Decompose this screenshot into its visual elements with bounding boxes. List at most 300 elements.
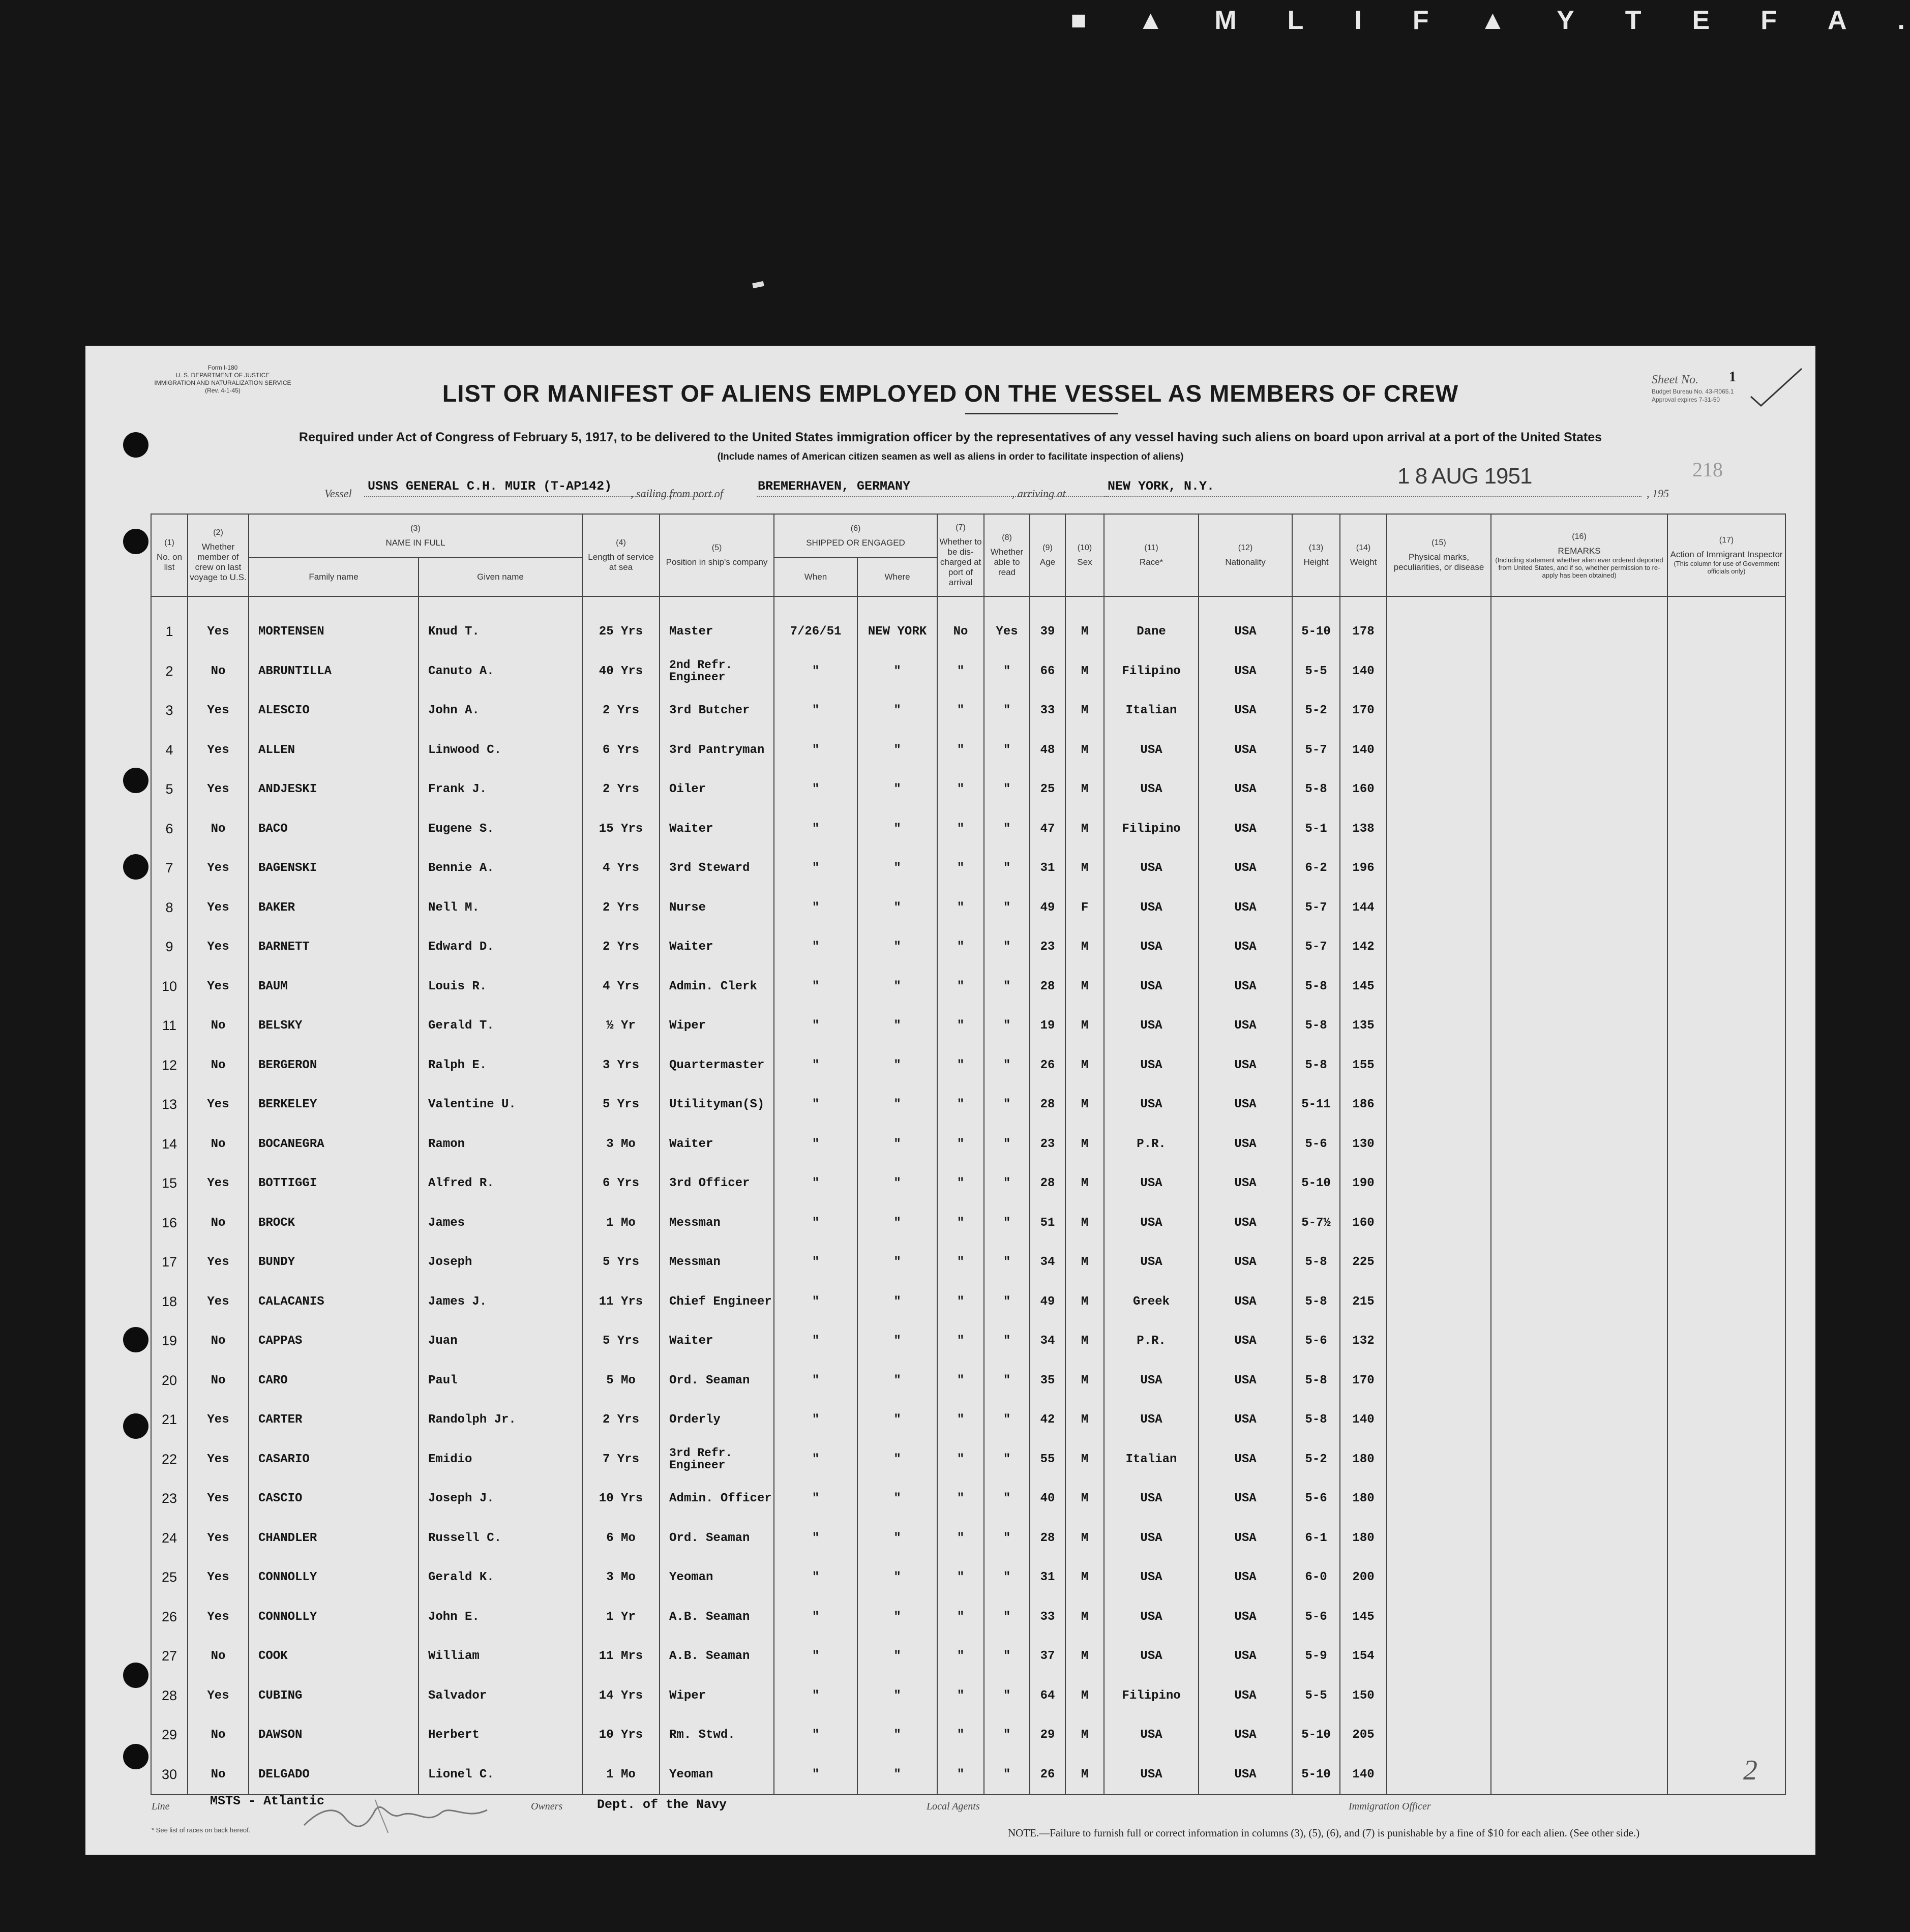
immigration-officer-label: Immigration Officer: [1349, 1801, 1431, 1812]
cell-height: 5-7: [1292, 927, 1340, 967]
cell-sex: M: [1065, 1085, 1104, 1125]
sheet-check-mark: [1748, 366, 1804, 407]
cell-family-name: BUNDY: [249, 1243, 419, 1282]
cell-length-service: 7 Yrs: [582, 1440, 660, 1480]
cell-able-read: Yes: [984, 612, 1030, 652]
cell-weight: 145: [1340, 967, 1387, 1007]
cell-able-read: ": [984, 849, 1030, 888]
title-underline: [965, 413, 1118, 414]
film-marking: ▲: [1137, 6, 1169, 35]
cell-position: Messman: [660, 1203, 774, 1243]
cell-weight: 160: [1340, 1203, 1387, 1243]
cell-age: 49: [1030, 1282, 1065, 1322]
film-marking: E: [1692, 6, 1715, 35]
cell-height: 5-5: [1292, 652, 1340, 691]
cell-length-service: 3 Yrs: [582, 1046, 660, 1085]
cell-discharged: ": [937, 1085, 984, 1125]
cell-remarks: [1491, 1321, 1667, 1361]
cell-inspector-action: [1667, 1519, 1785, 1558]
cell-last-voyage: Yes: [188, 849, 249, 888]
cell-position: 3rd Refr. Engineer: [660, 1440, 774, 1480]
cell-discharged: ": [937, 967, 984, 1007]
cell-age: 66: [1030, 652, 1065, 691]
cell-given-name: Ramon: [419, 1125, 582, 1164]
cell-weight: 155: [1340, 1046, 1387, 1085]
cell-race: USA: [1104, 927, 1199, 967]
cell-weight: 180: [1340, 1519, 1387, 1558]
cell-remarks: [1491, 652, 1667, 691]
cell-physical-marks: [1387, 849, 1491, 888]
film-edge-markings: [1025, 0, 1910, 41]
cell-family-name: CUBING: [249, 1676, 419, 1716]
cell-height: 5-2: [1292, 1440, 1340, 1480]
col-header-sex: (10) Sex: [1065, 514, 1104, 596]
cell-inspector-action: [1667, 1321, 1785, 1361]
cell-able-read: ": [984, 888, 1030, 928]
cell-last-voyage: Yes: [188, 1597, 249, 1637]
cell-weight: 145: [1340, 1597, 1387, 1637]
cell-height: 5-9: [1292, 1637, 1340, 1676]
cell-remarks: [1491, 691, 1667, 731]
cell-family-name: BERGERON: [249, 1046, 419, 1085]
cell-sex: M: [1065, 770, 1104, 809]
cell-last-voyage: No: [188, 1203, 249, 1243]
table-row: [151, 927, 1785, 967]
cell-shipped-when: ": [774, 1676, 857, 1716]
cell-position: Yeoman: [660, 1755, 774, 1795]
cell-remarks: [1491, 770, 1667, 809]
cell-race: USA: [1104, 1637, 1199, 1676]
cell-race: USA: [1104, 1085, 1199, 1125]
cell-given-name: Linwood C.: [419, 731, 582, 770]
cell-family-name: CARO: [249, 1361, 419, 1401]
cell-length-service: 5 Yrs: [582, 1321, 660, 1361]
cell-given-name: Joseph J.: [419, 1479, 582, 1519]
cell-family-name: DAWSON: [249, 1715, 419, 1755]
cell-remarks: [1491, 1676, 1667, 1716]
cell-sex: M: [1065, 1440, 1104, 1480]
cell-length-service: 15 Yrs: [582, 809, 660, 849]
cell-height: 5-6: [1292, 1597, 1340, 1637]
cell-given-name: Herbert: [419, 1715, 582, 1755]
cell-family-name: BOCANEGRA: [249, 1125, 419, 1164]
cell-age: 34: [1030, 1243, 1065, 1282]
vessel-name: USNS GENERAL C.H. MUIR (T-AP142): [368, 479, 612, 494]
cell-family-name: CARTER: [249, 1400, 419, 1440]
table-row: [151, 1361, 1785, 1401]
cell-remarks: [1491, 1597, 1667, 1637]
cell-row-number: 21: [151, 1400, 188, 1440]
cell-family-name: MORTENSEN: [249, 612, 419, 652]
cell-able-read: ": [984, 1243, 1030, 1282]
sailing-from-label: , sailing from port of: [631, 487, 723, 500]
cell-discharged: ": [937, 691, 984, 731]
cell-length-service: 3 Mo: [582, 1125, 660, 1164]
cell-position: Orderly: [660, 1400, 774, 1440]
cell-age: 33: [1030, 1597, 1065, 1637]
cell-discharged: ": [937, 809, 984, 849]
cell-sex: M: [1065, 1400, 1104, 1440]
vessel-label: Vessel: [324, 487, 352, 500]
cell-position: Ord. Seaman: [660, 1361, 774, 1401]
cell-given-name: Louis R.: [419, 967, 582, 1007]
cell-family-name: BACO: [249, 809, 419, 849]
cell-height: 5-11: [1292, 1085, 1340, 1125]
cell-family-name: ANDJESKI: [249, 770, 419, 809]
cell-given-name: William: [419, 1637, 582, 1676]
owners-value: Dept. of the Navy: [597, 1797, 727, 1812]
cell-height: 6-2: [1292, 849, 1340, 888]
cell-given-name: Eugene S.: [419, 809, 582, 849]
cell-able-read: ": [984, 1046, 1030, 1085]
table-row: [151, 652, 1785, 691]
cell-age: 40: [1030, 1479, 1065, 1519]
cell-weight: 170: [1340, 1361, 1387, 1401]
table-row: [151, 612, 1785, 652]
cell-family-name: ALESCIO: [249, 691, 419, 731]
cell-sex: M: [1065, 1282, 1104, 1322]
cell-discharged: ": [937, 731, 984, 770]
cell-last-voyage: Yes: [188, 1243, 249, 1282]
cell-shipped-where: ": [857, 691, 937, 731]
cell-discharged: ": [937, 1440, 984, 1480]
cell-shipped-when: ": [774, 731, 857, 770]
cell-last-voyage: Yes: [188, 927, 249, 967]
table-row: [151, 1440, 1785, 1480]
cell-age: 64: [1030, 1676, 1065, 1716]
cell-row-number: 25: [151, 1558, 188, 1597]
film-marking: M: [1214, 6, 1242, 35]
owners-label: Owners: [531, 1801, 563, 1812]
col-header-name: (3) NAME IN FULL: [249, 514, 582, 558]
cell-length-service: 5 Yrs: [582, 1085, 660, 1125]
cell-row-number: 22: [151, 1440, 188, 1480]
cell-age: 31: [1030, 849, 1065, 888]
table-row: [151, 1676, 1785, 1716]
cell-inspector-action: [1667, 1125, 1785, 1164]
table-row: [151, 1321, 1785, 1361]
cell-shipped-where: ": [857, 809, 937, 849]
cell-weight: 150: [1340, 1676, 1387, 1716]
cell-inspector-action: [1667, 1164, 1785, 1203]
cell-weight: 190: [1340, 1164, 1387, 1203]
cell-race: USA: [1104, 1243, 1199, 1282]
table-row: [151, 1755, 1785, 1795]
film-marking: ▲: [1479, 6, 1511, 35]
cell-physical-marks: [1387, 1558, 1491, 1597]
cell-length-service: 10 Yrs: [582, 1479, 660, 1519]
binder-hole: [123, 854, 148, 880]
cell-remarks: [1491, 1361, 1667, 1401]
cell-family-name: BARNETT: [249, 927, 419, 967]
cell-nationality: USA: [1199, 1321, 1292, 1361]
cell-shipped-when: ": [774, 1006, 857, 1046]
arriving-at-port: NEW YORK, N.Y.: [1108, 479, 1215, 494]
cell-discharged: ": [937, 1558, 984, 1597]
line-value: MSTS - Atlantic: [210, 1794, 325, 1808]
cell-inspector-action: [1667, 849, 1785, 888]
cell-height: 5-1: [1292, 809, 1340, 849]
cell-last-voyage: No: [188, 652, 249, 691]
table-row: [151, 770, 1785, 809]
table-row: [151, 1597, 1785, 1637]
cell-weight: 186: [1340, 1085, 1387, 1125]
cell-shipped-where: ": [857, 652, 937, 691]
cell-inspector-action: [1667, 809, 1785, 849]
cell-able-read: ": [984, 1085, 1030, 1125]
cell-shipped-when: ": [774, 888, 857, 928]
cell-able-read: ": [984, 1203, 1030, 1243]
table-row: [151, 888, 1785, 928]
table-row: [151, 1203, 1785, 1243]
cell-position: Admin. Officer: [660, 1479, 774, 1519]
col-header-no: (1) No. on list: [151, 514, 188, 596]
cell-physical-marks: [1387, 1440, 1491, 1480]
binder-hole: [123, 529, 148, 554]
cell-inspector-action: [1667, 1085, 1785, 1125]
cell-nationality: USA: [1199, 1479, 1292, 1519]
cell-race: USA: [1104, 1479, 1199, 1519]
cell-remarks: [1491, 967, 1667, 1007]
cell-weight: 138: [1340, 809, 1387, 849]
cell-sex: M: [1065, 731, 1104, 770]
cell-shipped-where: ": [857, 1006, 937, 1046]
cell-nationality: USA: [1199, 1203, 1292, 1243]
cell-height: 5-10: [1292, 1164, 1340, 1203]
cell-physical-marks: [1387, 652, 1491, 691]
cell-given-name: John A.: [419, 691, 582, 731]
arriving-at-label: , arriving at: [1012, 487, 1066, 500]
cell-remarks: [1491, 1637, 1667, 1676]
cell-inspector-action: [1667, 691, 1785, 731]
cell-nationality: USA: [1199, 1361, 1292, 1401]
cell-physical-marks: [1387, 1519, 1491, 1558]
handwritten-signature: [299, 1790, 492, 1835]
cell-position: Yeoman: [660, 1558, 774, 1597]
cell-age: 28: [1030, 967, 1065, 1007]
cell-discharged: ": [937, 1164, 984, 1203]
film-marking: Y: [1557, 6, 1579, 35]
cell-nationality: USA: [1199, 1637, 1292, 1676]
cell-length-service: 6 Yrs: [582, 731, 660, 770]
cell-height: 5-6: [1292, 1125, 1340, 1164]
cell-row-number: 19: [151, 1321, 188, 1361]
cell-able-read: ": [984, 1125, 1030, 1164]
col-header-when: When: [774, 558, 857, 596]
cell-sex: M: [1065, 1164, 1104, 1203]
cell-able-read: ": [984, 1400, 1030, 1440]
cell-race: USA: [1104, 1755, 1199, 1795]
cell-physical-marks: [1387, 1164, 1491, 1203]
col-header-remarks: (16) REMARKS (Including statement whether alien ever ordered deported from United States, and if so, whether permission to re-apply has been obtained): [1491, 514, 1667, 596]
cell-age: 51: [1030, 1203, 1065, 1243]
cell-physical-marks: [1387, 1597, 1491, 1637]
cell-physical-marks: [1387, 1125, 1491, 1164]
cell-sex: M: [1065, 809, 1104, 849]
cell-shipped-when: 7/26/51: [774, 612, 857, 652]
cell-sex: M: [1065, 1676, 1104, 1716]
cell-physical-marks: [1387, 612, 1491, 652]
cell-race: Filipino: [1104, 809, 1199, 849]
cell-shipped-where: ": [857, 1558, 937, 1597]
cell-length-service: 11 Mrs: [582, 1637, 660, 1676]
col-header-family-name: Family name: [249, 558, 419, 596]
corner-mark: 2: [1743, 1755, 1757, 1786]
cell-shipped-when: ": [774, 1361, 857, 1401]
cell-nationality: USA: [1199, 1558, 1292, 1597]
cell-age: 37: [1030, 1637, 1065, 1676]
film-scratch: [752, 281, 764, 288]
cell-remarks: [1491, 1203, 1667, 1243]
cell-shipped-when: ": [774, 1203, 857, 1243]
cell-inspector-action: [1667, 731, 1785, 770]
table-row: [151, 1558, 1785, 1597]
cell-shipped-when: ": [774, 967, 857, 1007]
cell-shipped-where: ": [857, 1164, 937, 1203]
cell-able-read: ": [984, 1321, 1030, 1361]
cell-shipped-where: ": [857, 1637, 937, 1676]
cell-weight: 180: [1340, 1479, 1387, 1519]
cell-shipped-when: ": [774, 1085, 857, 1125]
cell-last-voyage: Yes: [188, 1519, 249, 1558]
col-header-last-voyage: (2) Whether member of crew on last voyage to U.S.: [188, 514, 249, 596]
cell-row-number: 11: [151, 1006, 188, 1046]
cell-given-name: James J.: [419, 1282, 582, 1322]
cell-shipped-where: ": [857, 1755, 937, 1795]
cell-given-name: Emidio: [419, 1440, 582, 1480]
cell-shipped-when: ": [774, 1637, 857, 1676]
cell-length-service: 3 Mo: [582, 1558, 660, 1597]
cell-height: 5-6: [1292, 1479, 1340, 1519]
cell-discharged: ": [937, 1637, 984, 1676]
cell-position: Wiper: [660, 1006, 774, 1046]
cell-given-name: Paul: [419, 1361, 582, 1401]
cell-height: 5-8: [1292, 1006, 1340, 1046]
cell-length-service: 1 Mo: [582, 1203, 660, 1243]
cell-weight: 144: [1340, 888, 1387, 928]
cell-shipped-where: ": [857, 1676, 937, 1716]
cell-able-read: ": [984, 1164, 1030, 1203]
cell-height: 5-10: [1292, 612, 1340, 652]
cell-length-service: 1 Mo: [582, 1755, 660, 1795]
cell-physical-marks: [1387, 1046, 1491, 1085]
cell-family-name: CASCIO: [249, 1479, 419, 1519]
film-marking: F: [1412, 6, 1434, 35]
form-identifier: Form I-180 U. S. DEPARTMENT OF JUSTICE IMMIGRATION AND NATURALIZATION SERVICE (Rev. 4-1-45): [154, 364, 291, 394]
cell-sex: M: [1065, 1715, 1104, 1755]
cell-race: USA: [1104, 1558, 1199, 1597]
cell-shipped-where: ": [857, 849, 937, 888]
cell-family-name: CALACANIS: [249, 1282, 419, 1322]
form-subtitle: Required under Act of Congress of February 5, 1917, to be delivered to the United States immigration officer by the representatives of any vessel having such aliens on board upon arrival at a port of the United States: [299, 430, 1602, 444]
manifest-sheet: [85, 346, 1815, 1855]
cell-given-name: Gerald K.: [419, 1558, 582, 1597]
cell-physical-marks: [1387, 1715, 1491, 1755]
cell-position: Nurse: [660, 888, 774, 928]
cell-position: Oiler: [660, 770, 774, 809]
cell-physical-marks: [1387, 809, 1491, 849]
cell-shipped-where: ": [857, 770, 937, 809]
cell-nationality: USA: [1199, 1282, 1292, 1322]
cell-position: Admin. Clerk: [660, 967, 774, 1007]
cell-shipped-where: ": [857, 1321, 937, 1361]
cell-position: Waiter: [660, 1125, 774, 1164]
cell-shipped-when: ": [774, 1440, 857, 1480]
cell-shipped-when: ": [774, 927, 857, 967]
cell-shipped-when: ": [774, 1321, 857, 1361]
cell-family-name: BAGENSKI: [249, 849, 419, 888]
cell-length-service: 2 Yrs: [582, 691, 660, 731]
arriving-at-line: [1102, 496, 1642, 497]
cell-weight: 154: [1340, 1637, 1387, 1676]
cell-row-number: 26: [151, 1597, 188, 1637]
cell-physical-marks: [1387, 731, 1491, 770]
cell-last-voyage: No: [188, 1006, 249, 1046]
cell-sex: M: [1065, 1203, 1104, 1243]
cell-sex: M: [1065, 927, 1104, 967]
cell-able-read: ": [984, 1597, 1030, 1637]
cell-given-name: John E.: [419, 1597, 582, 1637]
cell-race: USA: [1104, 1715, 1199, 1755]
cell-discharged: ": [937, 770, 984, 809]
cell-height: 6-0: [1292, 1558, 1340, 1597]
cell-age: 49: [1030, 888, 1065, 928]
table-row: [151, 1479, 1785, 1519]
table-row: [151, 849, 1785, 888]
cell-remarks: [1491, 1243, 1667, 1282]
cell-given-name: Juan: [419, 1321, 582, 1361]
table-row: [151, 1637, 1785, 1676]
cell-discharged: ": [937, 1046, 984, 1085]
cell-last-voyage: No: [188, 809, 249, 849]
cell-family-name: BROCK: [249, 1203, 419, 1243]
cell-length-service: 4 Yrs: [582, 967, 660, 1007]
cell-row-number: 18: [151, 1282, 188, 1322]
cell-physical-marks: [1387, 1243, 1491, 1282]
col-header-physical-marks: (15) Physical marks, peculiarities, or disease: [1387, 514, 1491, 596]
cell-last-voyage: Yes: [188, 612, 249, 652]
binder-hole: [123, 1663, 148, 1688]
cell-discharged: ": [937, 1715, 984, 1755]
cell-row-number: 23: [151, 1479, 188, 1519]
cell-height: 5-7½: [1292, 1203, 1340, 1243]
cell-discharged: No: [937, 612, 984, 652]
cell-position: A.B. Seaman: [660, 1637, 774, 1676]
cell-weight: 178: [1340, 612, 1387, 652]
cell-last-voyage: No: [188, 1046, 249, 1085]
cell-shipped-when: ": [774, 1479, 857, 1519]
cell-race: USA: [1104, 1597, 1199, 1637]
cell-physical-marks: [1387, 691, 1491, 731]
cell-able-read: ": [984, 1715, 1030, 1755]
cell-weight: 215: [1340, 1282, 1387, 1322]
cell-able-read: ": [984, 1006, 1030, 1046]
cell-shipped-where: ": [857, 1085, 937, 1125]
cell-able-read: ": [984, 1361, 1030, 1401]
cell-sex: M: [1065, 1125, 1104, 1164]
cell-weight: 225: [1340, 1243, 1387, 1282]
cell-age: 39: [1030, 612, 1065, 652]
cell-shipped-where: ": [857, 967, 937, 1007]
cell-physical-marks: [1387, 1006, 1491, 1046]
cell-row-number: 28: [151, 1676, 188, 1716]
cell-row-number: 13: [151, 1085, 188, 1125]
cell-length-service: 2 Yrs: [582, 888, 660, 928]
cell-physical-marks: [1387, 1085, 1491, 1125]
cell-nationality: USA: [1199, 1519, 1292, 1558]
cell-race: USA: [1104, 967, 1199, 1007]
cell-physical-marks: [1387, 1203, 1491, 1243]
